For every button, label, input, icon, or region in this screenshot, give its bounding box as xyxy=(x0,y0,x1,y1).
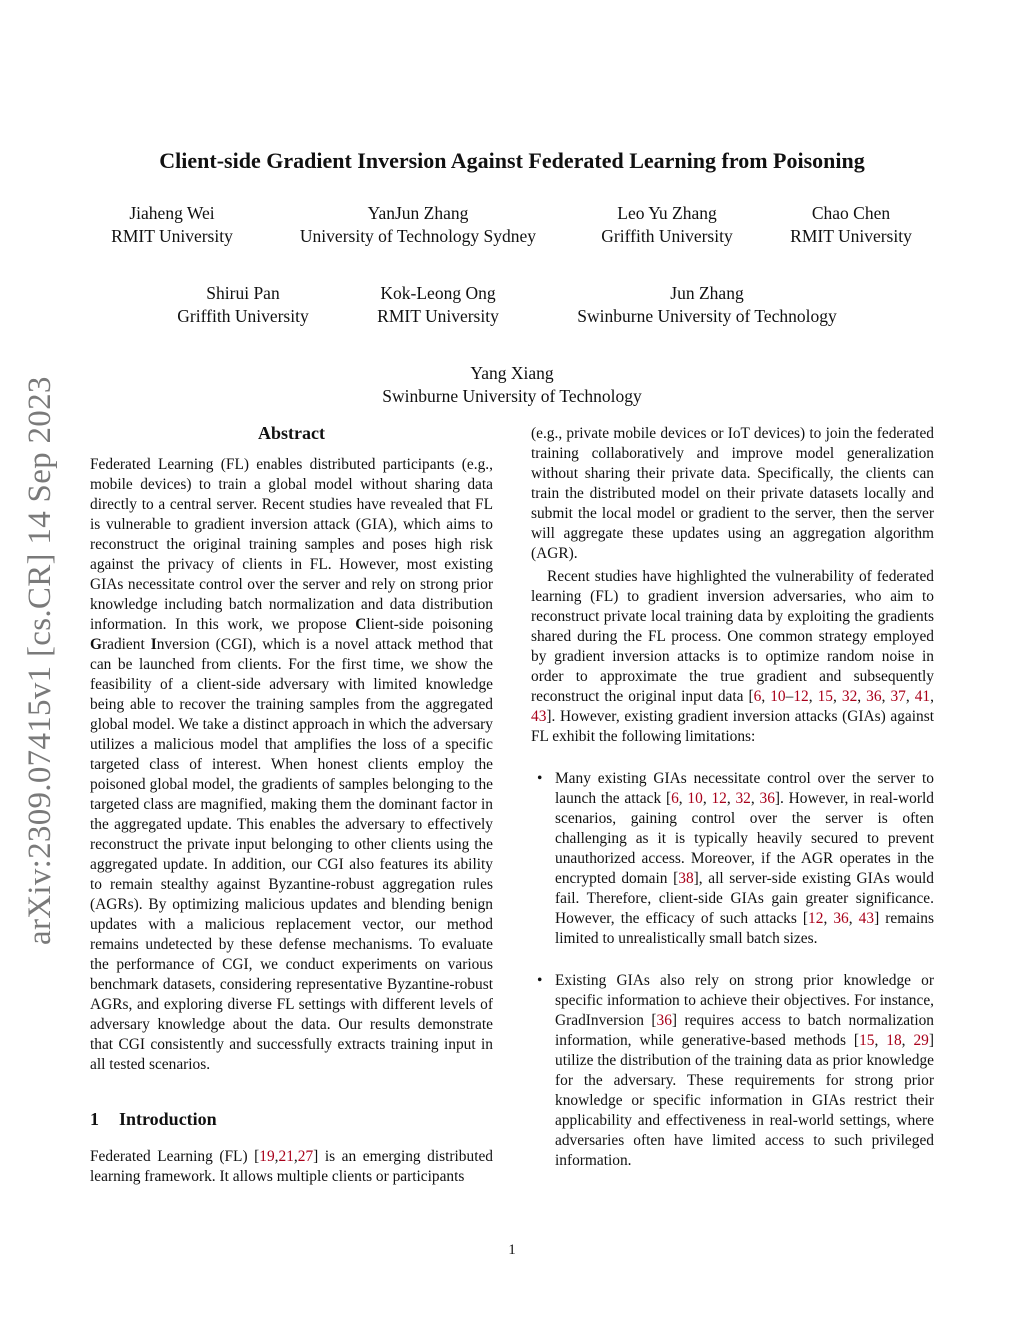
citation-link[interactable]: 36 xyxy=(759,790,775,807)
citation-link[interactable]: 19 xyxy=(259,1148,275,1165)
author-affiliation: Griffith University xyxy=(601,226,733,246)
author-name: Chao Chen xyxy=(811,203,891,223)
citation-link[interactable]: 43 xyxy=(531,708,547,725)
author-block xyxy=(580,202,754,248)
section-number: 1 xyxy=(90,1109,99,1129)
citation-link[interactable]: 37 xyxy=(890,688,906,705)
arxiv-identifier: arXiv:2309.07415v1 [cs.CR] 14 Sep 2023 xyxy=(22,376,58,945)
list-item: • Many existing GIAs necessitate control over the server to launch the attack [6, 10, 12, 32, 36]. However, in real-world scenarios, gaining control over the server is often challenging as it is typically heavily secured to prevent unauthorized access. Moreover, if the AGR operates in the encrypted domain [38], all server-side existing GIAs would fail. Therefore, client-side GIAs gain greater significance. However, the efficacy of such attacks [12, 36, 43] remains limited to unrealistically small batch sizes. xyxy=(531,769,934,949)
author-block xyxy=(92,202,252,248)
author-block xyxy=(352,362,672,408)
author-affiliation: Swinburne University of Technology xyxy=(577,306,837,326)
body-paragraph: (e.g., private mobile devices or IoT devices) to join the federated training collaboratively and improve model generalization without sharing their private data. Specifically, the clients can train the distributed model on their private datasets locally and submit the local model or gradient to the server, then the server will aggregate these updates using an aggregation algorithm (AGR). xyxy=(531,425,934,562)
citation-link[interactable]: 12 xyxy=(808,910,824,927)
author-name: Shirui Pan xyxy=(206,283,280,303)
citation-link[interactable]: 12 xyxy=(711,790,727,807)
page-number: 1 xyxy=(508,1242,516,1258)
author-name: Jun Zhang xyxy=(670,283,744,303)
citation-link[interactable]: 10 xyxy=(770,688,786,705)
body-paragraph: Recent studies have highlighted the vulnerability of federated learning (FL) to gradient inversion adversaries, who aim to reconstruct private local training data by exploiting the gradients shared during the FL process. One common strategy employed by gradient inversion attacks is to optimize random noise in order to approximate the true gradient and subsequently reconstruct the original input data [6, 10–12, 15, 32, 36, 37, 41, 43]. However, existing gradient inversion attacks (GIAs) against FL exhibit the following limitations: xyxy=(531,568,934,745)
citation-link[interactable]: 36 xyxy=(866,688,882,705)
abstract-heading: Abstract xyxy=(258,423,325,443)
author-affiliation: RMIT University xyxy=(377,306,499,326)
author-affiliation: RMIT University xyxy=(111,226,233,246)
author-block xyxy=(358,282,518,328)
citation-link[interactable]: 41 xyxy=(914,688,931,705)
author-name: Leo Yu Zhang xyxy=(617,203,717,223)
author-block xyxy=(158,282,328,328)
citation-link[interactable]: 32 xyxy=(735,790,751,807)
citation-link[interactable]: 32 xyxy=(841,688,858,705)
intro-paragraph: Federated Learning (FL) [19,21,27] is an emerging distributed learning framework. It allows multiple clients or participants xyxy=(90,1148,494,1185)
citation-link[interactable]: 6 xyxy=(753,688,762,705)
author-affiliation: Swinburne University of Technology xyxy=(382,386,642,406)
citation-link[interactable]: 36 xyxy=(833,910,849,927)
author-block xyxy=(768,202,934,248)
author-name: Kok-Leong Ong xyxy=(380,283,496,303)
author-affiliation: RMIT University xyxy=(790,226,912,246)
right-column xyxy=(531,424,934,1171)
citation-link[interactable]: 36 xyxy=(656,1012,672,1029)
left-column xyxy=(90,422,493,1187)
citation-link[interactable]: 15 xyxy=(817,688,833,705)
citation-link[interactable]: 15 xyxy=(859,1032,875,1049)
abstract-text: Federated Learning (FL) enables distributed participants (e.g., mobile devices) to train a global model without sharing data directly to a central server. Recent studies have revealed that FL is vulnerable to gradient inversion attack (GIA), which aims to reconstruct the original training samples and poses high risk against the privacy of clients in FL. However, most existing GIAs necessitate control over the server and rely on strong prior knowledge including batch normalization and data distribution information. In this work, we propose Client-side poisoning Gradient Inversion (CGI), which is a novel attack method that can be launched from clients. For the first time, we show the feasibility of a client-side adversary with limited knowledge being able to recover the training samples from the aggregated global model. We take a distinct approach in which the adversary utilizes a malicious model that amplifies the loss of a specific targeted class of interest. When honest clients employ the poisoned global model, the gradients of samples belonging to the targeted class are magnified, making them the dominant factor in the aggregated update. This enables the adversary to effectively reconstruct the private input belonging to other clients using the aggregated update. In addition, our CGI also features its ability to remain stealthy against Byzantine-robust aggregation rules (AGRs). By optimizing malicious updates and blending benign updates with a malicious replacement vector, our method remains undetected by these defense mechanisms. To evaluate the performance of CGI, we conduct experiments on various benchmark datasets, considering representative Byzantine-robust AGRs, and exploring diverse FL settings with different levels of adversary knowledge about the data. Our results demonstrate that CGI consistently and successfully extracts training input in all tested scenarios. xyxy=(90,456,494,1073)
author-block xyxy=(548,282,866,328)
citation-link[interactable]: 12 xyxy=(793,688,809,705)
author-affiliation: Griffith University xyxy=(177,306,309,326)
author-block xyxy=(268,202,568,248)
citation-link[interactable]: 38 xyxy=(678,870,694,887)
author-name: YanJun Zhang xyxy=(367,203,469,223)
citation-link[interactable]: 10 xyxy=(687,790,703,807)
citation-link[interactable]: 18 xyxy=(886,1032,902,1049)
section-heading-introduction xyxy=(90,1108,493,1130)
list-item: • Existing GIAs also rely on strong prior knowledge or specific information to achieve their objectives. For instance, GradInversion [36] requires access to batch normalization information, while generative-based methods [15, 18, 29] utilize the distribution of the training data as prior knowledge for the adversary. These requirements for strong prior knowledge or specific information in GIAs restrict their applicability and effectiveness in real-world settings, where adversaries often have limited access to such privileged information. xyxy=(531,971,934,1171)
limitations-list xyxy=(531,769,934,1171)
author-affiliation: University of Technology Sydney xyxy=(299,226,537,246)
citation-link[interactable]: 6 xyxy=(671,790,679,807)
section-title: Introduction xyxy=(119,1109,217,1129)
citation-link[interactable]: 43 xyxy=(858,910,875,927)
citation-link[interactable]: 29 xyxy=(913,1032,929,1049)
citation-link[interactable]: 21 xyxy=(278,1148,294,1165)
paper-title: Client-side Gradient Inversion Against Federated Learning from Poisoning xyxy=(159,148,865,173)
author-name: Jiaheng Wei xyxy=(129,203,215,223)
citation-link[interactable]: 27 xyxy=(297,1148,314,1165)
author-name: Yang Xiang xyxy=(470,363,554,383)
